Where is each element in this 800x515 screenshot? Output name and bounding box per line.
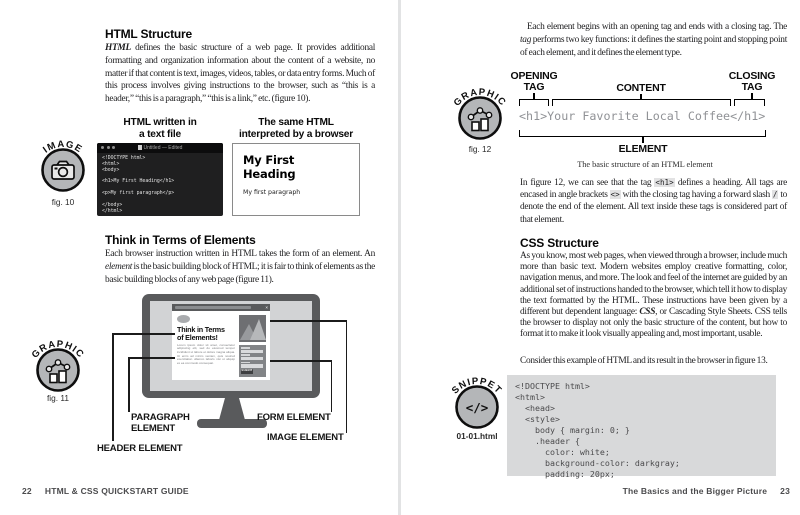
figure-caption: fig. 11 <box>47 393 69 403</box>
section-heading-think-elements: Think in Terms of Elements <box>105 233 256 247</box>
page-number: 23 <box>780 486 790 496</box>
rendered-paragraph: My first paragraph <box>243 189 301 196</box>
mock-logo <box>177 315 190 323</box>
bracket-content <box>552 99 731 106</box>
editor-titlebar <box>97 143 223 153</box>
page-number: 22 <box>22 486 32 496</box>
inline-code: / <box>772 190 778 200</box>
bracket-opening-tag <box>519 99 549 106</box>
column-header-browser: The same HTML interpreted by a browser <box>238 117 354 140</box>
chapter-title: The Basics and the Bigger Picture <box>622 486 768 496</box>
document-icon <box>138 145 142 150</box>
inline-code: <h1> <box>655 178 674 187</box>
mock-address-bar <box>175 306 251 309</box>
image-figure-badge <box>33 134 93 198</box>
svg-text:GRAPHIC: GRAPHIC <box>29 338 87 361</box>
connector-line-form <box>270 360 332 362</box>
mock-submit-button: SUBMIT <box>241 369 253 373</box>
connector-line-paragraph <box>128 357 130 412</box>
section-heading-html-structure: HTML Structure <box>105 27 192 41</box>
diagram-label-element: ELEMENT <box>618 143 668 155</box>
connector-line-form <box>331 360 333 412</box>
bracket-element <box>519 130 766 137</box>
svg-text:SNIPPET: SNIPPET <box>449 375 505 397</box>
page-gutter-divider <box>398 0 401 515</box>
diagram-label-closing-tag: CLOSING TAG <box>728 70 776 93</box>
paragraph-tags-intro: Each element begins with an opening tag and ends with a closing tag. The tag performs two key functions: it defines the starting point and stopping point of each element, and it defines the element type. <box>520 22 787 58</box>
monitor-stand <box>219 397 245 420</box>
label-header-element: HEADER ELEMENT <box>97 443 183 454</box>
graphic-figure-badge <box>28 334 88 398</box>
editor-code: <!DOCTYPE html> <html> <body> <h1>My First Heading</h1> <p>My first paragraph</p> </body> </html> <box>102 156 175 214</box>
connector-line-image <box>270 320 347 322</box>
connector-line-header <box>112 333 175 335</box>
label-form-element: FORM ELEMENT <box>257 412 331 423</box>
graphic-figure-badge <box>450 82 510 146</box>
diagram-label-opening-tag: OPENING TAG <box>510 70 558 93</box>
rendered-heading: My First Heading <box>243 153 296 181</box>
code-icon: </> <box>465 400 489 415</box>
label-image-element: IMAGE ELEMENT <box>267 432 344 443</box>
svg-text:IMAGE: IMAGE <box>41 138 85 156</box>
text-editor-window <box>97 143 223 216</box>
figure-caption: fig. 10 <box>51 197 75 207</box>
mock-form <box>239 345 266 377</box>
paragraph-html-structure: HTML defines the basic structure of a web page. It provides additional formatting and organization information about the content of a website, no matter if that content is text, images, videos, tables, or data entry forms. Much of this process involves giving instructions to the browser, such as “this is a header,” “this is a paragraph,” “this is a link,” etc. (figure 10). <box>105 43 375 105</box>
paragraph-css-structure: As you know, most web pages, when viewed through a browser, include much more than basic text. Modern websites employ creative formatting, color, navigation menus, and more. The look and feel of the internet are guided by an additional set of instructions handed to the browser, which tell it how to display the text formatted by the HTML. These instructions have been given by a different but dependent language: CSS, or Cascading Style Sheets. CSS tells the browser to display not only the basic structure of the content, but how to format it to make it look visually appealing and, most important, usable. <box>520 251 788 340</box>
label-paragraph-element: PARAGRAPH ELEMENT <box>131 412 190 434</box>
italic-lead: HTML <box>105 43 131 53</box>
browser-render-box <box>232 143 360 216</box>
mock-paragraph-text: Lorem ipsum dolor sit amet, consectetur adipiscing elit, sed do eiusmod tempor incididunt ut labore et dolore magna aliqua. Ut enim ad minim veniam, quis nostrud exercitation ullamco laboris nisi ut aliquip ex ea commodo consequat. <box>177 342 235 366</box>
connector-line-header <box>112 333 114 441</box>
mock-close-icon: × <box>265 305 268 310</box>
inline-code: <> <box>610 190 620 200</box>
figure-caption: fig. 12 <box>468 144 492 154</box>
section-heading-css-structure: CSS Structure <box>520 236 599 250</box>
snippet-code-block: <!DOCTYPE html> <html> <head> <style> body { margin: 0; } .header { color: white; background-color: darkgray; padding: 20px; <box>507 375 776 476</box>
paragraph-figure12: In figure 12, we can see that the tag <h1> defines a heading. All tags are encased in angle brackets <> with the closing tag having a forward slash / to denote the end of the element. All text inside these tags is considered part of that element. <box>520 178 788 225</box>
svg-text:GRAPHIC: GRAPHIC <box>451 86 509 109</box>
connector-line-image <box>346 320 348 433</box>
diagram-code-sample: <h1>Your Favorite Local Coffee</h1> <box>519 109 766 123</box>
column-header-text-file: HTML written in a text file <box>123 117 197 140</box>
editor-title: Untitled — Edited <box>97 145 223 151</box>
diagram-label-content: CONTENT <box>616 82 666 94</box>
right-page-footer <box>520 486 790 496</box>
mock-image-placeholder <box>239 315 266 342</box>
mock-browser-topbar <box>172 304 270 311</box>
left-page-footer <box>22 486 189 496</box>
mountains-icon <box>239 315 266 342</box>
mock-webpage-window <box>172 304 270 380</box>
figure-caption: 01-01.html <box>456 431 498 441</box>
diagram-caption: The basic structure of an HTML element <box>577 160 713 169</box>
connector-line-paragraph <box>128 357 175 359</box>
mock-page-heading: Think in Terms of Elements! <box>177 325 225 342</box>
paragraph-consider: Consider this example of HTML and its result in the browser in figure 13. <box>520 356 768 366</box>
book-title: HTML & CSS QUICKSTART GUIDE <box>44 486 189 496</box>
snippet-figure-badge <box>447 371 507 435</box>
paragraph-think-elements: Each browser instruction written in HTML takes the form of an element. An element is the basic building block of HTML; it is fair to think of elements as the basic building blocks of any web page (figure 11). <box>105 249 375 285</box>
bracket-closing-tag <box>734 99 765 106</box>
